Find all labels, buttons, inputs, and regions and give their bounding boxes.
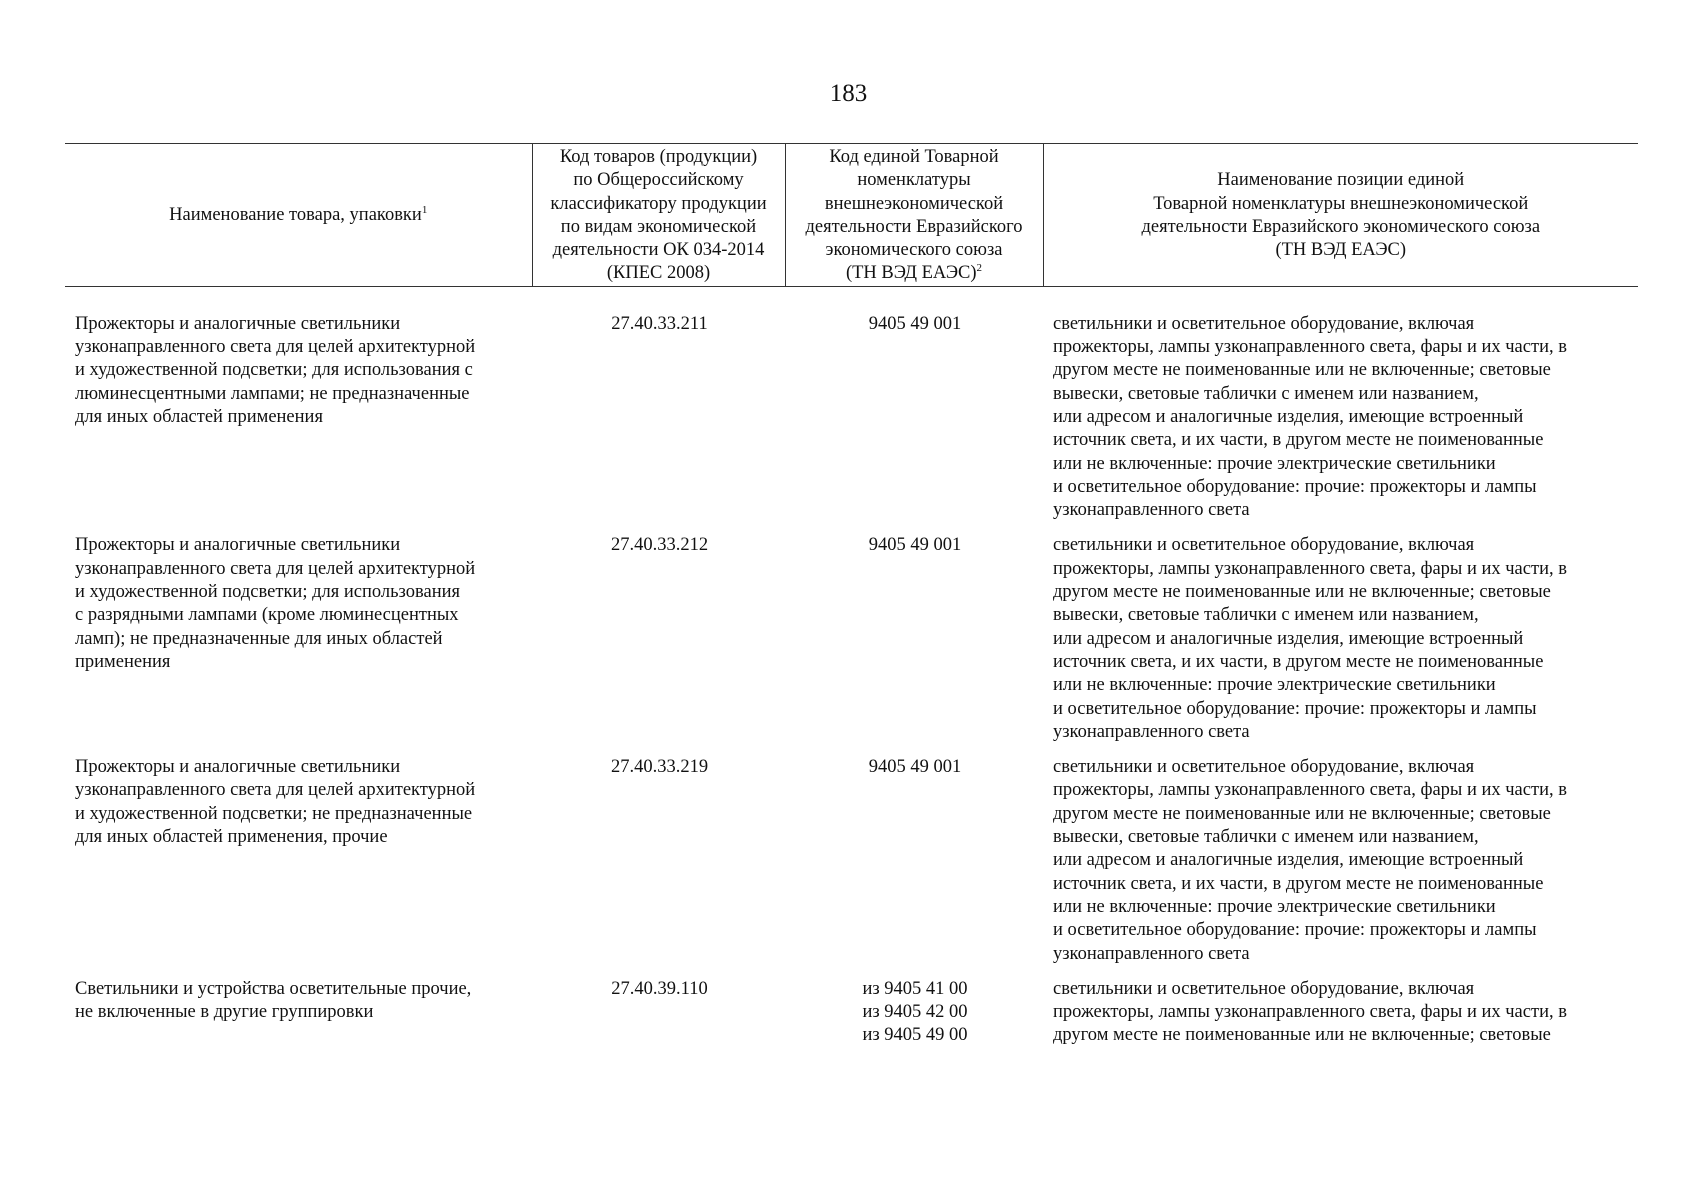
header-line: классификатору продукции [550,193,767,214]
text-line: прожекторы, лампы узконаправленного света, фары и их части, в [1053,558,1567,579]
header-line: Код единой Товарной [829,147,999,167]
header-line: экономического союза [825,240,1003,261]
text-line: и художественной подсветки; для использования с [75,360,473,381]
text-line: вывески, световые таблички с именем или названием, [1053,605,1479,626]
text-line: другом месте не поименованные или не включенные; световые [1053,1025,1551,1046]
tnved-code: из 9405 41 00 [862,978,968,999]
okpd-code-cell: 27.40.39.110 [611,978,708,999]
header-okpd-code [532,144,785,287]
text-line: узконаправленного света [1053,500,1250,521]
text-line: узконаправленного света для целей архитектурной [75,558,476,579]
goods-name-cell [65,534,532,756]
okpd-code-cell: 27.40.33.219 [610,757,709,778]
header-line: Товарной номенклатуры внешнеэкономической [1153,193,1529,214]
goods-name-cell [65,286,532,534]
text-line: светильники и осветительное оборудование, включая [1053,757,1475,778]
footnote-marker-1: 1 [421,204,428,217]
text-line: узконаправленного света для целей архитектурной [75,337,476,358]
tnved-code: из 9405 42 00 [862,1002,968,1023]
page-number: 183 [829,80,868,107]
text-line: источник света, и их части, в другом месте не поименованные [1053,651,1544,672]
text-line: другом месте не поименованные или не включенные; световые [1053,803,1551,824]
header-goods-name [65,144,532,287]
text-line: или адресом и аналогичные изделия, имеющие встроенный [1053,406,1524,427]
text-line: прожекторы, лампы узконаправленного света, фары и их части, в [1053,1002,1567,1023]
text-line: источник света, и их части, в другом месте не поименованные [1053,873,1544,894]
table-row [65,756,1638,978]
text-line: и осветительное оборудование: прочие: прожекторы и лампы [1053,920,1537,941]
okpd-code-cell: 27.40.33.211 [611,313,708,334]
text-line: светильники и осветительное оборудование, включая [1053,313,1475,334]
tnved-description-cell [1043,756,1638,978]
header-line: по видам экономической [560,216,757,237]
text-line: светильники и осветительное оборудование, включая [1053,978,1475,999]
text-line: и осветительное оборудование: прочие: прожекторы и лампы [1053,698,1537,719]
text-line: Прожекторы и аналогичные светильники [75,313,401,334]
goods-name-cell [65,978,532,1060]
text-line: Светильники и устройства осветительные прочие, [75,978,472,999]
text-line: или не включенные: прочие электрические светильники [1053,453,1496,474]
text-line: и осветительное оборудование: прочие: прожекторы и лампы [1053,476,1537,497]
tnved-code: из 9405 49 00 [862,1025,968,1046]
header-line: деятельности ОК 034-2014 [552,240,765,261]
text-line: другом месте не поименованные или не включенные; световые [1053,360,1551,381]
text-line: для иных областей применения [75,406,323,427]
goods-name-cell [65,756,532,978]
goods-table [65,143,1638,1060]
table-body [65,286,1638,1059]
tnved-code-cell [785,756,1043,978]
text-line: или адресом и аналогичные изделия, имеющие встроенный [1053,850,1524,871]
text-line: и художественной подсветки; для использования [75,582,461,603]
text-line: люминесцентными лампами; не предназначенные [75,383,470,404]
text-line: ламп); не предназначенные для иных областей [75,628,443,649]
text-line: или не включенные: прочие электрические светильники [1053,896,1496,917]
text-line: вывески, световые таблички с именем или названием, [1053,383,1479,404]
table-row [65,534,1638,756]
text-line: с разрядными лампами (кроме люминесцентных [75,605,459,626]
header-tnved-code [785,144,1043,287]
header-line: Код товаров (продукции) [559,147,758,167]
text-line: узконаправленного света [1053,721,1250,742]
header-line: по Общероссийскому [573,170,744,191]
footnote-marker-2: 2 [976,262,983,275]
okpd-code-cell: 27.40.33.212 [610,535,709,556]
header-line: деятельности Евразийского [805,216,1023,237]
text-line: или адресом и аналогичные изделия, имеющие встроенный [1053,628,1524,649]
header-line-last [790,262,1039,285]
tnved-code-cell [785,286,1043,534]
text-line: узконаправленного света для целей архитектурной [75,780,476,801]
text-line: применения [75,651,171,672]
tnved-code: 9405 49 001 [868,535,962,556]
header-line: (ТН ВЭД ЕАЭС) [1275,240,1407,261]
header-line: внешнеэкономической [824,193,1004,214]
header-tnved-name [1043,144,1638,287]
text-line: Прожекторы и аналогичные светильники [75,757,401,778]
text-line: прожекторы, лампы узконаправленного света, фары и их части, в [1053,337,1567,358]
text-line: вывески, световые таблички с именем или названием, [1053,827,1479,848]
tnved-description-cell [1043,978,1638,1060]
text-line: источник света, и их части, в другом месте не поименованные [1053,430,1544,451]
tnved-code: 9405 49 001 [868,313,962,334]
tnved-description-cell [1043,286,1638,534]
text-line: для иных областей применения, прочие [75,827,388,848]
header-line: (ТН ВЭД ЕАЭС) [845,263,977,284]
table-header-row [65,144,1638,287]
tnved-code-cell [785,534,1043,756]
tnved-code-cell [785,978,1043,1060]
text-line: и художественной подсветки; не предназначенные [75,803,473,824]
text-line: прожекторы, лампы узконаправленного света, фары и их части, в [1053,780,1567,801]
text-line: другом месте не поименованные или не включенные; световые [1053,582,1551,603]
tnved-description-cell [1043,534,1638,756]
tnved-code: 9405 49 001 [868,757,962,778]
header-line: (КПЕС 2008) [606,263,711,284]
text-line: узконаправленного света [1053,943,1250,964]
header-line: номенклатуры [857,170,971,191]
header-goods-name-text: Наименование товара, упаковки [169,205,422,226]
text-line: Прожекторы и аналогичные светильники [75,535,401,556]
text-line: или не включенные: прочие электрические светильники [1053,675,1496,696]
table-row [65,286,1638,534]
header-line: деятельности Евразийского экономического союза [1141,216,1541,237]
text-line: не включенные в другие группировки [75,1002,374,1023]
text-line: светильники и осветительное оборудование, включая [1053,535,1475,556]
header-line: Наименование позиции единой [1217,170,1465,191]
table-row [65,978,1638,1060]
